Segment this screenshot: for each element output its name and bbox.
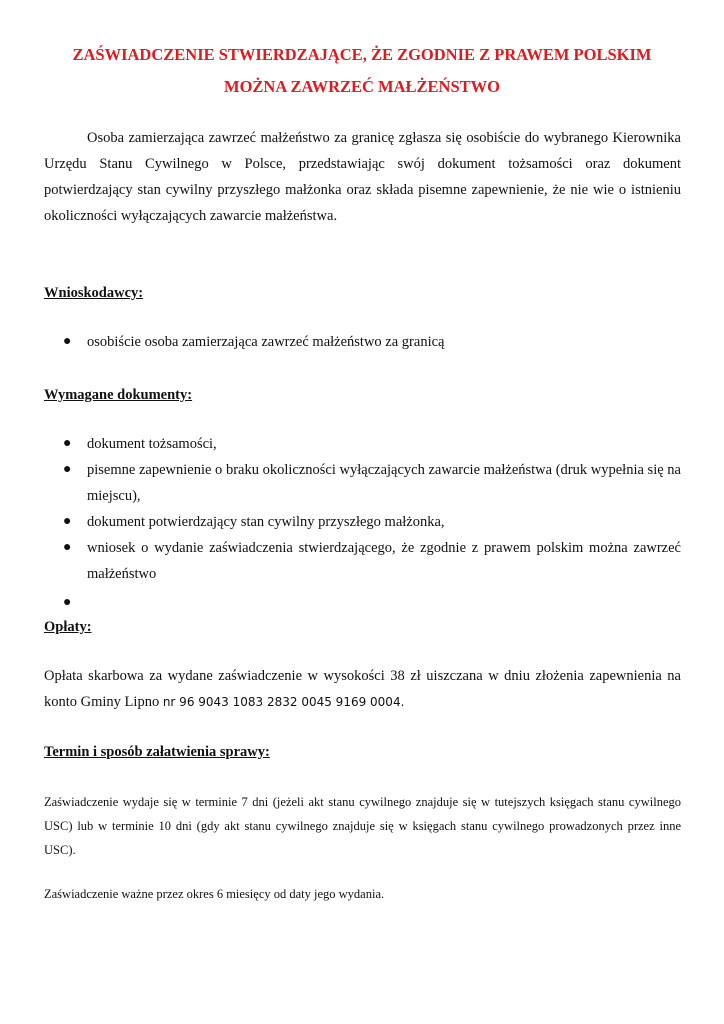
deadline-heading: Termin i sposób załatwienia sprawy: (44, 744, 270, 760)
validity-paragraph: Zaświadczenie ważne przez okres 6 miesięcy od daty jego wydania. (44, 887, 385, 901)
bullet-icon: ● (63, 514, 72, 529)
deadline-paragraph: Zaświadczenie wydaje się w terminie 7 dni (jeżeli akt stanu cywilnego znajduje się w tutejszych księgach stanu cywilnego USC) lub w terminie 10 dni (gdy akt stanu cywilnego znajduje się w księgach stanu cywilnego prowadzonych przez inne USC). (44, 795, 681, 857)
document-title-line-2: MOŻNA ZAWRZEĆ MAŁŻEŃSTWO (224, 77, 500, 96)
document-title-line-1: ZAŚWIADCZENIE STWIERDZAJĄCE, ŻE ZGODNIE Z PRAWEM POLSKIM (72, 45, 652, 64)
list-item-empty (44, 590, 681, 616)
list-item (44, 509, 681, 535)
list-item-text: dokument tożsamości, (87, 436, 217, 452)
list-item-text: pisemne zapewnienie o braku okoliczności wyłączających zawarcie małżeństwa (druk wypełnia się na miejscu), (87, 462, 681, 504)
bullet-icon: ● (63, 436, 72, 451)
list-item (44, 329, 681, 355)
required-documents-heading: Wymagane dokumenty: (44, 387, 193, 403)
list-item (44, 457, 681, 509)
list-item (44, 535, 681, 587)
intro-paragraph: Osoba zamierzająca zawrzeć małżeństwo za granicę zgłasza się osobiście do wybranego Kierownika Urzędu Stanu Cywilnego w Polsce, przedstawiając swój dokument tożsamości oraz dokument potwierdzający stan cywilny przyszłego małżonka oraz składa pisemne zapewnienie, że nie wie o istnieniu okoliczności wyłączających zawarcie małżeństwa. (44, 130, 681, 224)
bullet-icon: ● (63, 540, 72, 555)
bullet-icon: ● (63, 595, 72, 610)
list-item (44, 431, 681, 457)
required-documents-list (44, 431, 681, 616)
fees-heading: Opłaty: (44, 619, 92, 635)
fees-text: Opłata skarbowa za wydane zaświadczenie w wysokości 38 zł uiszczana w dniu złożenia zapewnienia na konto Gminy Lipno (44, 668, 681, 710)
fees-paragraph (44, 663, 681, 715)
bullet-icon: ● (63, 334, 72, 349)
list-item-text: dokument potwierdzający stan cywilny przyszłego małżonka, (87, 514, 445, 530)
list-item-text: osobiście osoba zamierzająca zawrzeć małżeństwo za granicą (87, 334, 445, 350)
applicants-heading: Wnioskodawcy: (44, 285, 144, 301)
list-item-text: wniosek o wydanie zaświadczenia stwierdzającego, że zgodnie z prawem polskim można zawrzeć małżeństwo (87, 540, 681, 582)
applicants-list (44, 329, 681, 355)
bank-account-number: nr 96 9043 1083 2832 0045 9169 0004. (162, 695, 405, 709)
bullet-icon: ● (63, 462, 72, 477)
